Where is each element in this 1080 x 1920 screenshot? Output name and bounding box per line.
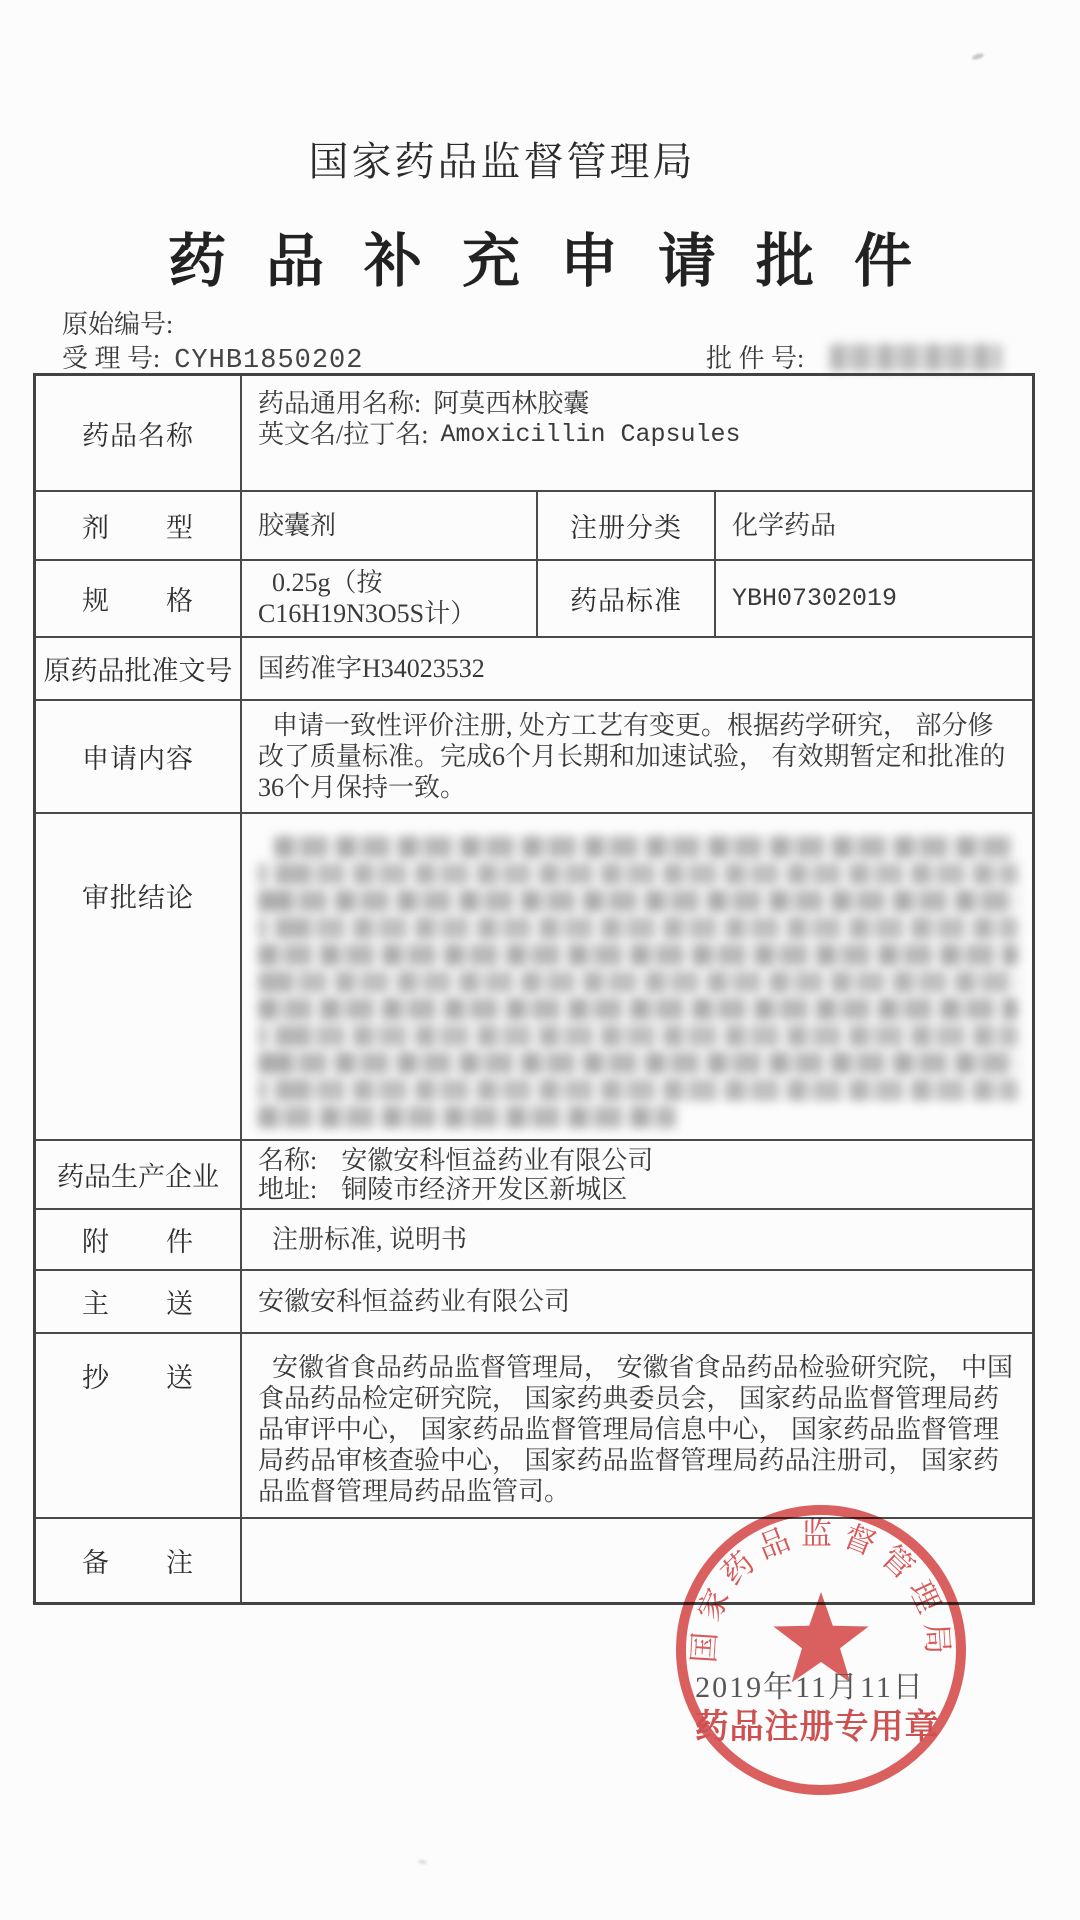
attachments-text: 注册标准, 说明书: [272, 1224, 468, 1254]
acceptance-number-label: 受 理 号:: [62, 344, 161, 373]
agency-name: 国家药品监督管理局: [308, 139, 696, 184]
redacted-text-line: [258, 863, 1018, 885]
application-value: [242, 701, 1032, 811]
official-seal: [661, 1490, 981, 1810]
remarks-label: 备 注: [36, 1519, 242, 1602]
english-name-line: [258, 419, 1018, 450]
original-number-line: [62, 304, 173, 341]
table-row-drug-name: [36, 376, 1032, 490]
attachments-value: [242, 1210, 1032, 1269]
manufacturer-cell: [242, 1141, 1032, 1208]
redacted-text-line: [258, 1052, 1018, 1074]
redacted-text-line: [258, 1079, 1018, 1101]
dosage-form-text: 胶囊剂: [258, 511, 337, 541]
table-row-main-delivery: [36, 1269, 1032, 1333]
seal-caption-text: 药品注册专用章: [694, 1709, 940, 1746]
manufacturer-address-label: 地址:: [258, 1174, 318, 1204]
dosage-form-label: 剂 型: [36, 492, 242, 559]
table-row-conclusion: [36, 812, 1032, 1139]
table-row-application: [36, 699, 1032, 811]
standard-text: YBH07302019: [732, 583, 898, 613]
application-label: 申请内容: [36, 701, 242, 811]
table-row-attachments: [36, 1208, 1032, 1269]
spec-value: [242, 561, 538, 636]
acceptance-number-line: [62, 338, 363, 376]
conclusion-label: 审批结论: [36, 814, 242, 1139]
seal-graphic: [661, 1490, 981, 1810]
redacted-text-line: [258, 917, 1018, 939]
generic-name-value: 阿莫西林胶囊: [433, 389, 590, 418]
orig-license-text: 国药准字H34023532: [258, 653, 485, 683]
attachments-label: 附 件: [36, 1210, 242, 1269]
generic-name-label: 药品通用名称:: [258, 389, 422, 418]
cc-label: 抄 送: [36, 1334, 242, 1517]
spec-label: 规 格: [36, 561, 242, 636]
manufacturer-name-value: 安徽安科恒益药业有限公司: [341, 1145, 654, 1175]
approval-table: [33, 373, 1035, 1605]
scan-speck: [972, 52, 985, 60]
seal-star-icon: [773, 1592, 868, 1683]
scan-speck: [418, 1859, 428, 1865]
approval-number-label: 批 件 号:: [706, 344, 805, 373]
table-row-orig-license: [36, 636, 1032, 700]
acceptance-number-value: CYHB1850202: [174, 346, 364, 376]
main-delivery-label: 主 送: [36, 1271, 242, 1333]
manufacturer-label: 药品生产企业: [36, 1141, 242, 1208]
reg-class-text: 化学药品: [732, 511, 837, 541]
approval-number-redacted-value: [830, 344, 1002, 371]
manufacturer-name-line: [258, 1146, 1018, 1175]
manufacturer-address-line: [258, 1175, 1018, 1204]
english-name-label: 英文名/拉丁名:: [258, 420, 429, 449]
document-title: 药品补充申请批件: [167, 229, 952, 294]
main-delivery-text: 安徽安科恒益药业有限公司: [258, 1287, 571, 1317]
orig-license-value: [242, 638, 1032, 700]
reg-class-label: 注册分类: [538, 492, 716, 559]
redacted-text-line: [258, 998, 1018, 1020]
redacted-text-line: [274, 836, 1018, 858]
redacted-text-line: [258, 971, 1018, 993]
redacted-text-line: [258, 944, 1018, 966]
drug-name-cell: [242, 376, 1032, 490]
redacted-text-line: [258, 1106, 676, 1128]
main-delivery-value: [242, 1271, 1032, 1333]
spec-line2: C16H19N3O5S计）: [258, 599, 477, 629]
reg-class-value: [716, 492, 1032, 559]
seal-org-arc-text: 国家药品监督管理局: [686, 1516, 956, 1665]
generic-name-line: [258, 388, 1018, 419]
table-row-dosage-form: [36, 490, 1032, 559]
english-name-value: Amoxicillin Capsules: [440, 420, 741, 449]
manufacturer-name-label: 名称:: [258, 1145, 318, 1175]
dosage-form-value: [242, 492, 538, 559]
application-text: 申请一致性评价注册, 处方工艺有变更。根据药学研究， 部分修改了质量标准。完成6个月长期和加速试验， 有效期暂定和批准的36个月保持一致。: [258, 711, 1006, 803]
seal-date-text: 2019年11月11日: [695, 1671, 925, 1704]
approval-number-line: [706, 338, 1002, 375]
table-row-spec: [36, 559, 1032, 636]
table-row-manufacturer: [36, 1139, 1032, 1208]
drug-name-label: 药品名称: [36, 376, 242, 490]
original-number-label: 原始编号:: [62, 310, 174, 339]
standard-label: 药品标准: [538, 561, 716, 636]
redacted-text-line: [258, 890, 1018, 912]
orig-license-label: 原药品批准文号: [36, 638, 242, 700]
redacted-text-line: [258, 1025, 1018, 1047]
cc-text: 安徽省食品药品监督管理局， 安徽省食品药品检验研究院， 中国食品药品检定研究院， 国家药典委员会， 国家药品监督管理局药品审评中心， 国家药品监督管理局信息中心， 国家药品监督管理局药品审核查验中心， 国家药品监督管理局药品注册司， 国家药品监督管理局药品监管司。: [258, 1353, 1014, 1507]
manufacturer-address-value: 铜陵市经济开发区新城区: [341, 1174, 628, 1204]
conclusion-redacted-content: [242, 814, 1032, 1139]
spec-line1: 0.25g（按: [272, 568, 383, 598]
standard-value: [716, 561, 1032, 636]
